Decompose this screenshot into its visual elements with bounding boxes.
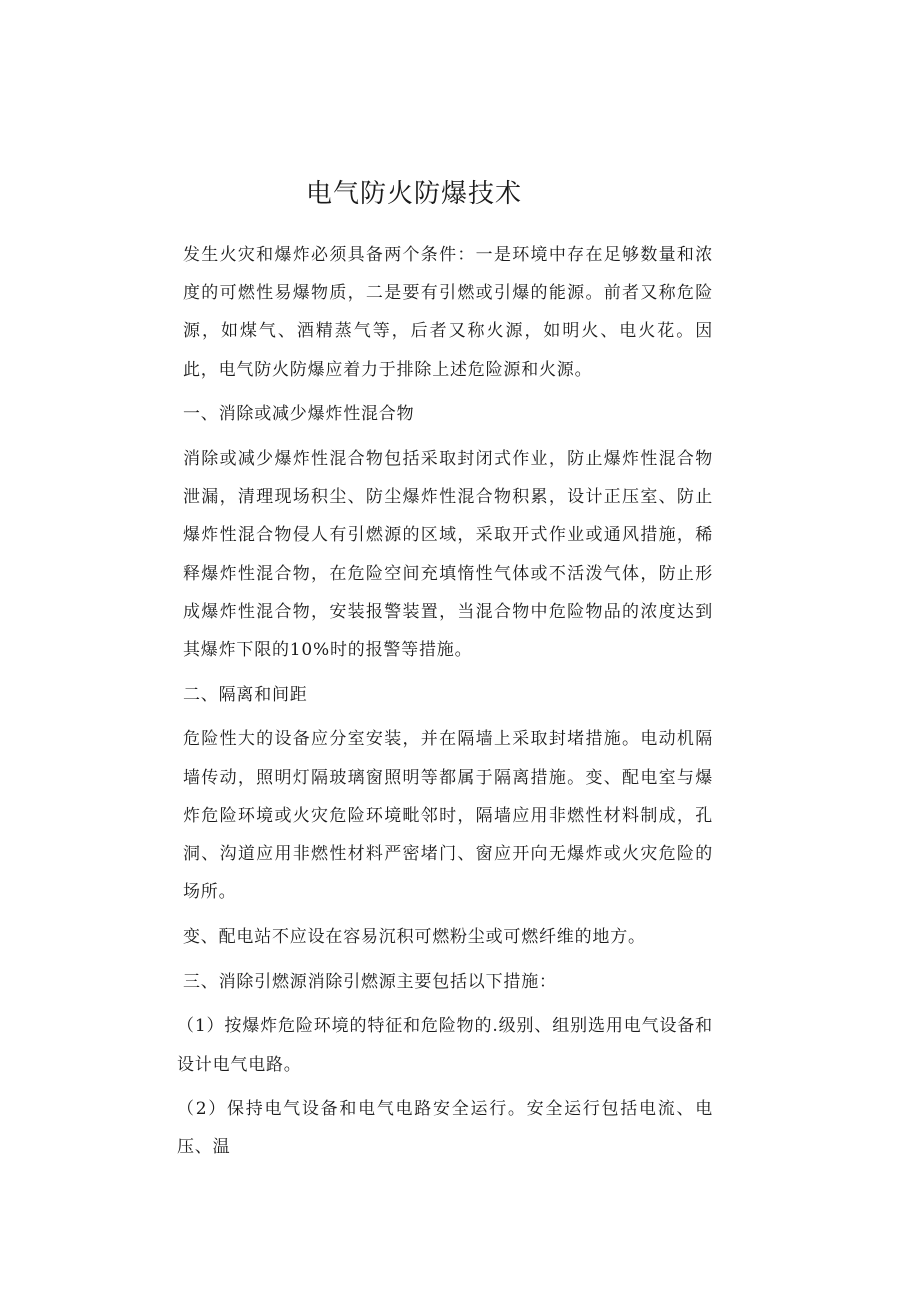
document-title: 电气防火防爆技术 [306, 179, 523, 209]
paragraph-section-2-note: 变、配电站不应设在容易沉积可燃粉尘或可燃纤维的地方。 [183, 926, 646, 947]
paragraph-section-1: 消除或减少爆炸性混合物包括采取封闭式作业，防止爆炸性混合物泄漏，清理现场积尘、防尘爆炸性混合物积累，设计正压室、防止爆炸性混合物侵人有引燃源的区域，采取开式作业或通风措施，稀释爆炸性混合物，在危险空间充填惰性气体或不活泼气体，防止形成爆炸性混合物，安装报警装置，当混合物中危险物品的浓度达到其爆炸下限的10%时的报警等措施。 [183, 449, 713, 661]
paragraph-section-2: 危险性大的设备应分室安装，并在隔墙上采取封堵措施。电动机隔墙传动，照明灯隔玻璃窗照明等都属于隔离措施。变、配电室与爆炸危险环境或火灾危险环境毗邻时，隔墙应用非燃性材料制成，孔洞、沟道应用非燃性材料严密堵门、窗应开向无爆炸或火灾危险的场所。 [183, 729, 713, 903]
section-heading-3: 三、消除引燃源消除引燃源主要包括以下措施： [183, 971, 557, 992]
list-item-1: （1）按爆炸危险环境的特征和危险物的.级别、组别选用电气设备和设计电气电路。 [177, 1016, 713, 1075]
list-item-2: （2）保持电气设备和电气电路安全运行。安全运行包括电流、电压、温 [177, 1099, 713, 1158]
document-body [177, 236, 713, 1173]
paragraph-intro: 发生火灾和爆炸必须具备两个条件：一是环境中存在足够数量和浓度的可燃性易爆物质，二是要有引燃或引爆的能源。前者又称危险源，如煤气、酒精蒸气等，后者又称火源，如明火、电火花。因此，电气防火防爆应着力于排除上述危险源和火源。 [183, 245, 713, 380]
section-heading-2: 二、隔离和间距 [183, 684, 308, 705]
section-heading-1: 一、消除或减少爆炸性混合物 [183, 404, 415, 425]
